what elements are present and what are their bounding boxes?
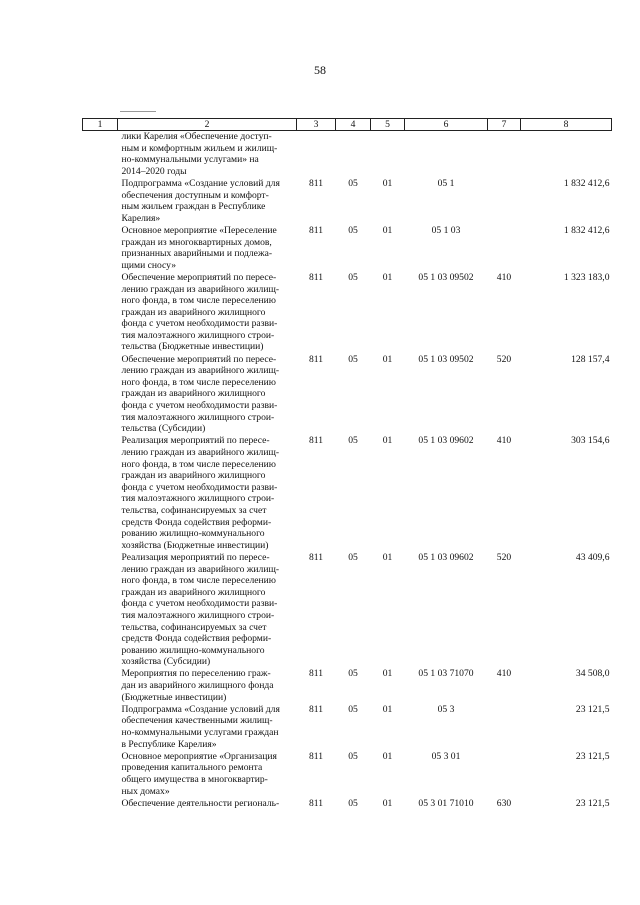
header-cell: 2 (118, 119, 297, 131)
table-body (83, 131, 612, 810)
expense-type-cell: 520 (496, 551, 512, 563)
row-number-cell (83, 751, 118, 798)
subsection-cell: 01 (382, 750, 393, 762)
expense-type-cell: 410 (496, 435, 512, 447)
amount-cell: 128 157,4 (571, 353, 610, 365)
table-row (83, 178, 612, 225)
table-row (83, 798, 612, 810)
subsection-cell: 01 (382, 177, 393, 189)
header-cell: 6 (405, 119, 488, 131)
section-cell: 05 (348, 551, 358, 563)
target-article-cell: 05 1 03 09602 (418, 551, 474, 563)
subsection-cell: 01 (382, 353, 393, 365)
header-cell: 3 (297, 119, 336, 131)
header-row (83, 119, 612, 131)
item-name-cell: Подпрограмма «Создание условий для обеспечения качественными жилищ- но-коммунальными услугами граждан в Республике Карелия» (121, 703, 280, 750)
target-article-cell: 05 1 03 (431, 224, 461, 236)
ministry-code-cell: 811 (308, 797, 324, 809)
amount-cell: 34 508,0 (575, 668, 610, 680)
amount-cell: 1 832 412,6 (563, 177, 610, 189)
expense-type-cell (488, 225, 521, 272)
row-number-cell (83, 225, 118, 272)
target-article-cell: 05 1 (437, 177, 455, 189)
item-name-cell: Основное мероприятие «Переселение граждан из многоквартирных домов, признанных аварийными и подлежа- щими сносу» (121, 224, 277, 271)
amount-cell: 23 121,5 (575, 703, 610, 715)
row-number-cell (83, 131, 118, 178)
section-cell: 05 (348, 271, 358, 283)
target-article-cell: 05 1 03 09602 (418, 435, 474, 447)
ministry-code-cell: 811 (308, 668, 324, 680)
header-cell: 5 (371, 119, 405, 131)
ministry-code-cell: 811 (308, 703, 324, 715)
target-article-cell: 05 3 01 71010 (418, 797, 474, 809)
item-name-cell: Реализация мероприятий по пересе- лению граждан из аварийного жилищ- ного фонда, в том числе переселению граждан из аварийного жилищного фонда с учетом необходимости разви- тия малоэтажного жилищного строи- тельства, софинансируемых за счет средств Фонда содействия реформи- рованию жилищно-коммунального хозяйства (Бюджетные инвестиции) (121, 435, 280, 551)
item-name-cell: лики Карелия «Обеспечение доступ- ным и комфортным жильем и жилищ- но-коммунальными услугами» на 2014–2020 годы (121, 131, 278, 177)
ministry-code-cell (297, 131, 336, 178)
section-cell: 05 (348, 435, 358, 447)
table-row (83, 435, 612, 552)
header-cell: 7 (488, 119, 521, 131)
expense-type-cell (488, 704, 521, 751)
table-row (83, 354, 612, 436)
ministry-code-cell: 811 (308, 177, 324, 189)
table-row (83, 668, 612, 703)
expense-type-cell: 410 (496, 271, 512, 283)
amount-cell: 43 409,6 (575, 551, 610, 563)
row-number-cell (83, 178, 118, 225)
row-number-cell (83, 798, 118, 810)
header-separator (120, 111, 156, 112)
table-row (83, 552, 612, 669)
expense-type-cell (488, 751, 521, 798)
section-cell (336, 131, 371, 178)
table-row (83, 225, 612, 272)
expense-type-cell (488, 131, 521, 178)
target-article-cell: 05 1 03 71070 (418, 668, 474, 680)
amount-cell: 23 121,5 (575, 750, 610, 762)
row-number-cell (83, 435, 118, 552)
target-article-cell: 05 3 01 (431, 750, 461, 762)
subsection-cell: 01 (382, 668, 393, 680)
amount-cell: 1 832 412,6 (563, 224, 610, 236)
amount-cell: 303 154,6 (571, 435, 610, 447)
amount-cell (521, 131, 612, 178)
section-cell: 05 (348, 668, 358, 680)
subsection-cell: 01 (382, 551, 393, 563)
row-number-cell (83, 552, 118, 669)
amount-cell: 1 323 183,0 (563, 271, 610, 283)
amount-cell: 23 121,5 (575, 797, 610, 809)
header-cell: 8 (521, 119, 612, 131)
target-article-cell: 05 1 03 09502 (418, 271, 474, 283)
row-number-cell (83, 668, 118, 703)
target-article-cell: 05 3 (437, 703, 455, 715)
target-article-cell (405, 131, 488, 178)
section-cell: 05 (348, 797, 358, 809)
subsection-cell: 01 (382, 703, 393, 715)
header-cell: 1 (83, 119, 118, 131)
ministry-code-cell: 811 (308, 435, 324, 447)
row-number-cell (83, 704, 118, 751)
section-cell: 05 (348, 353, 358, 365)
row-number-cell (83, 272, 118, 354)
expense-type-cell: 630 (496, 797, 512, 809)
section-cell: 05 (348, 750, 358, 762)
ministry-code-cell: 811 (308, 271, 324, 283)
ministry-code-cell: 811 (308, 224, 324, 236)
expense-type-cell (488, 178, 521, 225)
section-cell: 05 (348, 703, 358, 715)
subsection-cell: 01 (382, 224, 393, 236)
table-row (83, 704, 612, 751)
header-cell: 4 (336, 119, 371, 131)
subsection-cell: 01 (382, 435, 393, 447)
expense-type-cell: 520 (496, 353, 512, 365)
page-number: 58 (314, 63, 326, 77)
table-row (83, 272, 612, 354)
item-name-cell: Обеспечение мероприятий по пересе- лению граждан из аварийного жилищ- ного фонда, в том числе переселению граждан из аварийного жилищного фонда с учетом необходимости разви- тия малоэтажного жилищного строи- тельства (Бюджетные инвестиции) (121, 271, 280, 353)
item-name-cell: Подпрограмма «Создание условий для обеспечения доступным и комфорт- ным жильем граждан в Республике Карелия» (121, 177, 280, 224)
item-name-cell: Мероприятия по переселению граж- дан из аварийного жилищного фонда (Бюджетные инвестиции) (121, 668, 274, 703)
table-row (83, 751, 612, 798)
row-number-cell (83, 354, 118, 436)
subsection-cell: 01 (382, 271, 393, 283)
table-row (83, 131, 612, 178)
item-name-cell: Обеспечение мероприятий по пересе- лению граждан из аварийного жилищ- ного фонда, в том числе переселению граждан из аварийного жилищного фонда с учетом необходимости разви- тия малоэтажного жилищного строи- тельства (Субсидии) (121, 353, 280, 435)
target-article-cell: 05 1 03 09502 (418, 353, 474, 365)
ministry-code-cell: 811 (308, 353, 324, 365)
item-name-cell: Реализация мероприятий по пересе- лению граждан из аварийного жилищ- ного фонда, в том числе переселению граждан из аварийного жилищного фонда с учетом необходимости разви- тия малоэтажного жилищного строи- тельства, софинансируемых за счет средств Фонда содействия реформи- рованию жилищно-коммунального хозяйства (Субсидии) (121, 551, 280, 668)
ministry-code-cell: 811 (308, 750, 324, 762)
subsection-cell (371, 131, 405, 178)
subsection-cell: 01 (382, 797, 393, 809)
budget-table (82, 118, 612, 810)
ministry-code-cell: 811 (308, 551, 324, 563)
expense-type-cell: 410 (496, 668, 512, 680)
item-name-cell: Основное мероприятие «Организация проведения капитального ремонта общего имущества в многоквартир- ных домах» (121, 750, 277, 797)
section-cell: 05 (348, 224, 358, 236)
item-name-cell: Обеспечение деятельности региональ- (121, 797, 280, 809)
section-cell: 05 (348, 177, 358, 189)
